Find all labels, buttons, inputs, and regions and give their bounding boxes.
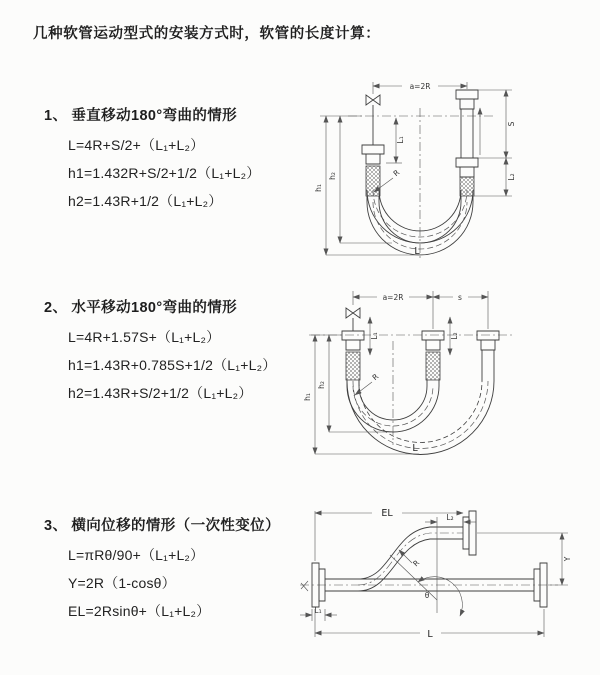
- formula-1-h1: h1=1.432R+S/2+1/2（L₁+L₂）: [68, 165, 261, 181]
- dim-label-r: R: [370, 371, 381, 383]
- dim-label-r: R: [411, 558, 422, 569]
- diagram-vertical-180-bend: [310, 70, 585, 268]
- dimension-s: [433, 293, 488, 302]
- formula-2-h2: h2=1.43R+S/2+1/2（L₁+L₂）: [68, 385, 253, 401]
- dim-label-theta: θ: [424, 591, 430, 600]
- diagram-lateral-displacement: [296, 503, 594, 645]
- radius-callout: [399, 550, 421, 568]
- dim-label-L: L: [427, 629, 433, 640]
- dimension-a2r: [353, 291, 488, 329]
- formula-1-h2: h2=1.43R+1/2（L₁+L₂）: [68, 193, 223, 209]
- dimension-L2: [450, 317, 459, 355]
- section-2-number: 2、: [44, 300, 68, 316]
- dim-label-h1: h₁: [314, 184, 323, 192]
- section-2-heading: [44, 298, 276, 318]
- dim-label-a2r: a=2R: [409, 82, 431, 91]
- dim-label-el: EL: [381, 508, 393, 519]
- section-3-number: 3、: [44, 518, 68, 534]
- diagram-3-svg: [296, 503, 594, 645]
- formula-3-Y: Y=2R（1-cosθ）: [68, 575, 176, 591]
- dim-label-l1: L₁: [396, 136, 405, 144]
- page-title: 几种软管运动型式的安装方式时，软管的长度计算：: [33, 26, 381, 42]
- dim-label-l1: L₁: [370, 332, 379, 340]
- right-pipe-assembly: [456, 90, 478, 202]
- section-3: [44, 516, 280, 625]
- dimension-L: [315, 609, 544, 640]
- dimension-Y: [477, 533, 572, 585]
- dim-label-l2: L₂: [446, 513, 454, 522]
- dim-label-h2: h₂: [328, 172, 337, 180]
- dimension-EL: [315, 508, 463, 561]
- left-pipe-assembly: [342, 331, 364, 386]
- dim-label-r: R: [391, 167, 402, 179]
- section-3-heading: [44, 516, 280, 536]
- dim-label-s: S: [507, 121, 516, 127]
- dimension-L1: [370, 317, 379, 355]
- dimension-L1: [386, 118, 405, 163]
- dim-label-y: Y: [563, 556, 572, 562]
- angle-construction: [390, 517, 462, 616]
- dim-label-h1: h₁: [303, 393, 312, 401]
- dim-label-L: L: [414, 246, 420, 257]
- dimension-L2: [506, 158, 516, 196]
- moved-pipe-assembly: [477, 331, 499, 381]
- formula-2-L: L=4R+1.57S+（L₁+L₂）: [68, 329, 221, 345]
- section-3-title: 横向位移的情形（一次性变位）: [71, 518, 280, 534]
- valve-icon: [366, 95, 380, 145]
- dim-label-a2r: a=2R: [382, 293, 404, 302]
- dim-label-l2: L₂: [507, 173, 516, 181]
- dim-label-h2: h₂: [317, 381, 326, 389]
- section-1-number: 1、: [44, 108, 68, 124]
- dim-label-L: L: [412, 443, 418, 454]
- section-1: [44, 106, 260, 215]
- section-1-title: 垂直移动180°弯曲的情形: [71, 108, 238, 124]
- centerline-horizontal: [300, 581, 558, 591]
- section-2-title: 水平移动180°弯曲的情形: [71, 300, 238, 316]
- section-1-heading: [44, 106, 260, 126]
- dim-label-l2: L₂: [450, 332, 459, 340]
- dim-label-s: s: [458, 293, 462, 302]
- diagram-horizontal-180-bend: [303, 283, 595, 463]
- dimension-h1: [303, 335, 419, 454]
- formula-2-h1: h1=1.43R+0.785S+1/2（L₁+L₂）: [68, 357, 277, 373]
- formula-3-EL: EL=2Rsinθ+（L₁+L₂）: [68, 603, 211, 619]
- dimension-a2r: [373, 82, 467, 94]
- dimension-h2: [328, 116, 392, 243]
- diagram-1-svg: [310, 70, 585, 268]
- section-2: [44, 298, 276, 407]
- dim-label-l1: L₁: [314, 606, 322, 615]
- diagram-2-svg: [303, 283, 595, 463]
- formula-1-L: L=4R+S/2+（L₁+L₂）: [68, 137, 205, 153]
- middle-pipe-assembly: [422, 331, 444, 386]
- valve-icon: [346, 308, 360, 331]
- dimension-L2: [425, 513, 476, 522]
- formula-3-L: L=πRθ/90+（L₁+L₂）: [68, 547, 205, 563]
- dimension-L1: [300, 606, 337, 621]
